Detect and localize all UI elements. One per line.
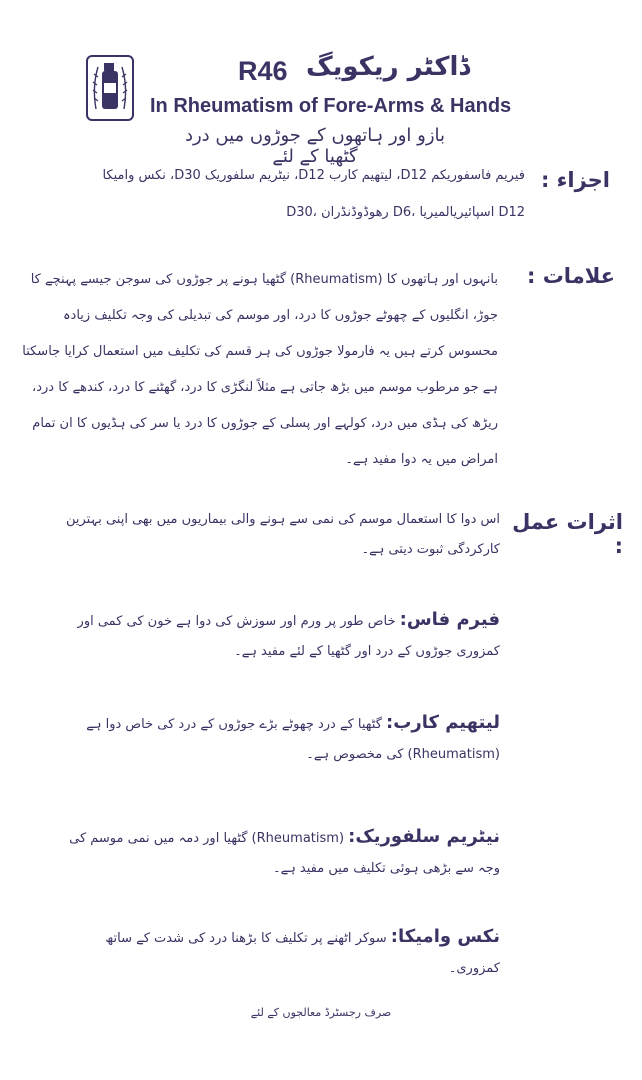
medicine-bottle-icon [88,57,132,119]
remedy-description: گٹھیا کے درد چھوٹے بڑے جوڑوں کے درد کی خاص دوا ہے (Rheumatism) کی مخصوص ہے۔ [86,717,500,762]
ingredients-label: اجزاء : [540,168,610,192]
remedy-description: سوکر اٹھنے پر تکلیف کا بڑھنا درد کی شدت کے ساتھ کمزوری۔ [105,931,500,976]
effects-text: اس دوا کا استعمال موسم کی نمی سے ہونے والی بیماریوں میں بھی اپنی بہترین کارکردگی ثبوت دیتی ہے۔ [65,512,500,557]
remedy-description: (Rheumatism) گٹھیا اور دمہ میں نمی موسم کی وجہ سے بڑھی ہوئی تکلیف میں مفید ہے۔ [69,831,500,876]
remedy-ferrum-phos [60,605,500,685]
remedy-lithium-carb [60,708,500,788]
remedy-name: نکس وامیکا: [390,926,500,947]
ingredients-line-1: فیریم فاسفوریکم D12، لیتھیم کارب D12، نیٹریم سلفوریک D30، نکس وامیکا [102,168,525,183]
title-urdu: ڈاکٹر ریکویگ [306,52,470,82]
title-english: In Rheumatism of Fore-Arms & Hands [150,95,512,117]
brand-logo [86,55,134,121]
symptoms-label: علامات : [527,264,615,288]
remedy-nux-vomica [60,922,500,976]
footer-note: صرف رجسٹرڈ معالجوں کے لئے [250,1006,392,1019]
subtitle-urdu: بازو اور ہاتھوں کے جوڑوں میں درد گٹھیا کے لئے [184,125,446,167]
remedy-name: فیرم فاس: [399,609,500,630]
remedy-description: خاص طور پر ورم اور سوزش کی دوا ہے خون کی کمی اور کمزوری جوڑوں کے درد اور گٹھیا کے لئے مفید ہے۔ [77,614,500,659]
product-code: R46 [238,56,288,86]
ingredients-line-2: D30، رھوڈوڈنڈران D6، اسپائیریالمیریا D12 [286,205,525,220]
remedy-natrum-sulph [60,822,500,902]
symptoms-text: بانہوں اور ہاتھوں کا (Rheumatism) گٹھیا ہونے پر جوڑوں کی سوجن جیسے پہنچے کا جوڑ، انگلیوں کے چھوٹے جوڑوں کا درد، اور موسم کی تبدیلی کی وجہ تکلیف زیادہ محسوس کرتے ہیں یہ فارمولا جوڑوں کی ہر قسم کی تکلیف میں استعمال کرایا جاسکتا ہے جو مرطوب موسم میں بڑھ جاتی ہے مثلاً لنگڑی کا درد، گھٹنے کا درد، کندھے کا درد، ریڑھ کی ہڈی میں درد، کولہے اور پسلی کے جوڑوں کا درد یا سر کی ہڈیوں کا ان تمام امراض میں یہ دوا مفید ہے۔ [22,272,498,467]
effects-label: اثرات عمل : [512,510,623,558]
remedy-name: لیتھیم کارب: [386,712,500,733]
remedy-name: نیٹریم سلفوریک: [348,826,500,847]
